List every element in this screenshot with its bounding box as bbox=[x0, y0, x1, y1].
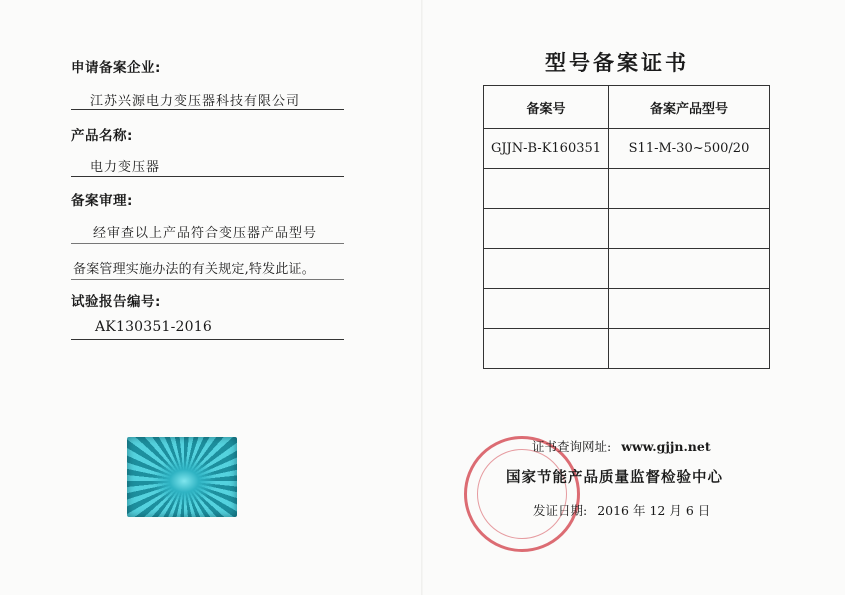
website-label: 证书查询网址: bbox=[532, 439, 612, 454]
cell-registration-no bbox=[484, 209, 609, 249]
table-row bbox=[484, 249, 770, 289]
table-header-row bbox=[484, 86, 770, 129]
issue-date-value: 2016 年 12 月 6 日 bbox=[597, 503, 711, 518]
cell-product-model bbox=[609, 329, 770, 369]
issuing-center-name: 国家节能产品质量监督检验中心 bbox=[506, 470, 723, 486]
cell-product-model bbox=[609, 209, 770, 249]
issue-date-label: 发证日期: bbox=[533, 503, 588, 518]
report-rule bbox=[71, 339, 344, 340]
product-value: 电力变压器 bbox=[90, 160, 161, 175]
cell-registration-no: GJJN-B-K160351 bbox=[484, 129, 609, 169]
table-row bbox=[484, 129, 770, 169]
cell-registration-no bbox=[484, 169, 609, 209]
product-label: 产品名称: bbox=[71, 128, 133, 144]
registration-table bbox=[483, 85, 770, 369]
review-rule-1 bbox=[71, 243, 344, 244]
issue-date-line bbox=[533, 501, 710, 519]
cell-registration-no bbox=[484, 249, 609, 289]
table-row bbox=[484, 169, 770, 209]
review-line-2: 备案管理实施办法的有关规定,特发此证。 bbox=[73, 262, 315, 277]
report-label: 试验报告编号: bbox=[71, 294, 161, 310]
applicant-rule bbox=[71, 109, 344, 110]
certificate-title: 型号备案证书 bbox=[545, 51, 689, 75]
page-fold bbox=[421, 0, 423, 595]
cell-registration-no bbox=[484, 329, 609, 369]
table-row bbox=[484, 209, 770, 249]
product-rule bbox=[71, 176, 344, 177]
table-row bbox=[484, 289, 770, 329]
applicant-label: 申请备案企业: bbox=[71, 60, 161, 76]
website-value: www.gjjn.net bbox=[621, 439, 711, 454]
official-seal-inner-ring bbox=[477, 449, 567, 539]
hologram-sticker bbox=[127, 437, 237, 517]
cell-product-model bbox=[609, 249, 770, 289]
applicant-value: 江苏兴源电力变压器科技有限公司 bbox=[90, 94, 301, 109]
website-line bbox=[532, 437, 711, 455]
cell-product-model: S11-M-30~500/20 bbox=[609, 129, 770, 169]
header-registration-no: 备案号 bbox=[484, 86, 609, 129]
cell-product-model bbox=[609, 169, 770, 209]
cell-product-model bbox=[609, 289, 770, 329]
table-row bbox=[484, 329, 770, 369]
review-label: 备案审理: bbox=[71, 193, 133, 209]
review-rule-2 bbox=[71, 279, 344, 280]
cell-registration-no bbox=[484, 289, 609, 329]
header-product-model: 备案产品型号 bbox=[609, 86, 770, 129]
report-value: AK130351-2016 bbox=[95, 319, 212, 335]
review-line-1: 经审查以上产品符合变压器产品型号 bbox=[93, 226, 318, 241]
